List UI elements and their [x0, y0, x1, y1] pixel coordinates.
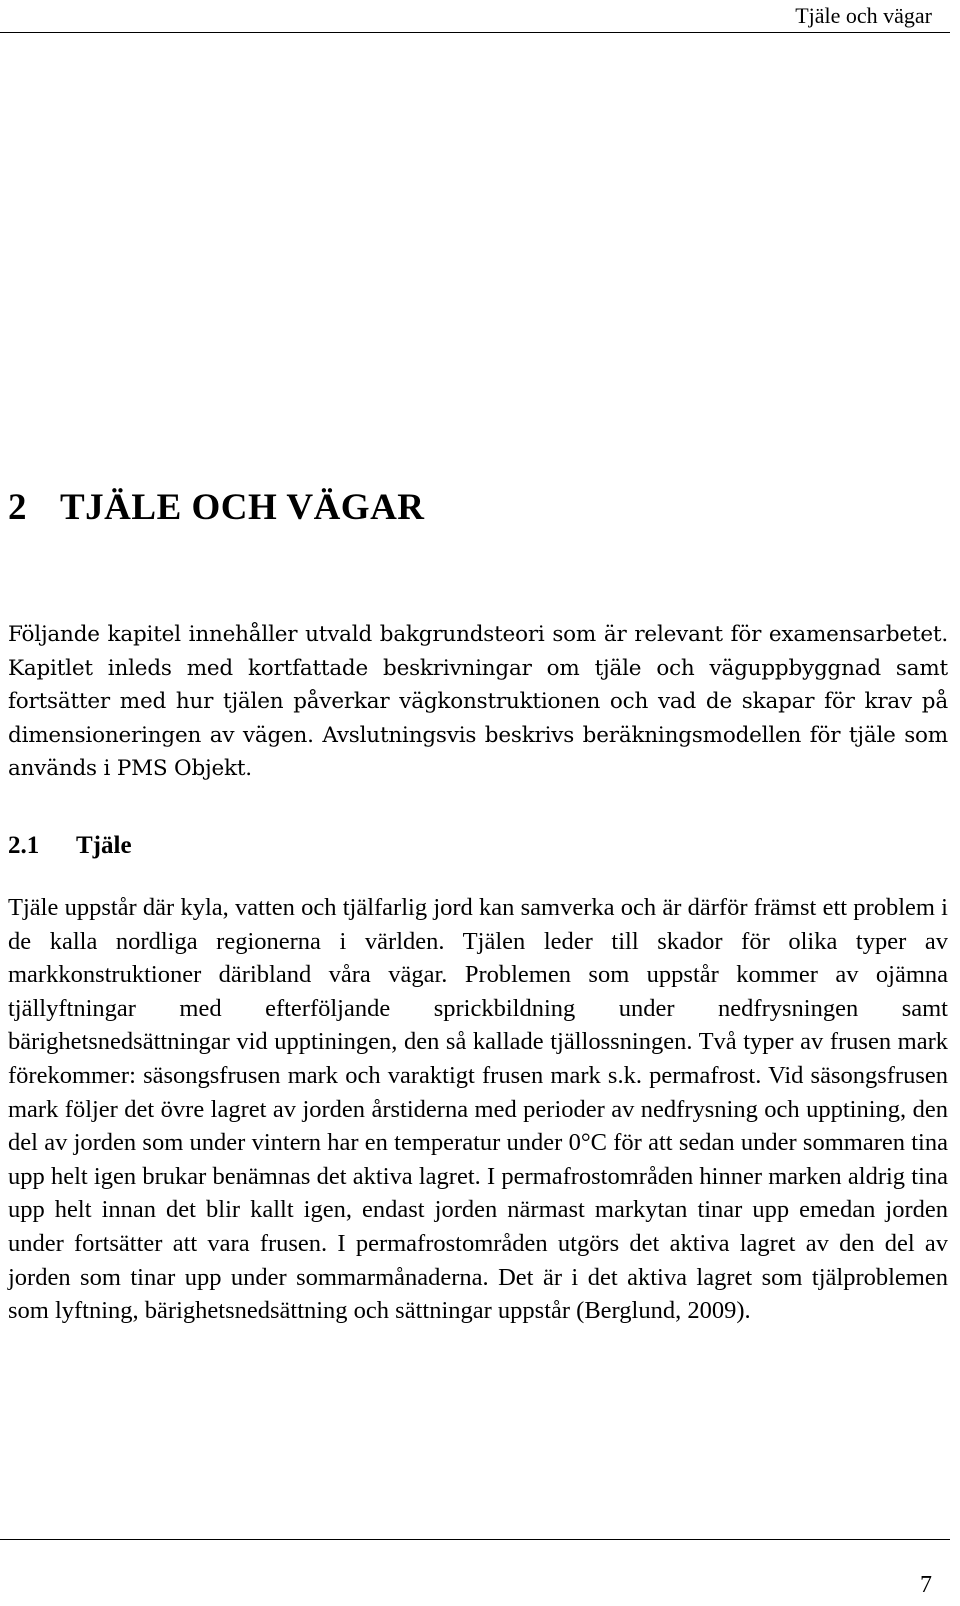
running-header-title: Tjäle och vägar — [795, 3, 932, 28]
header-divider — [0, 32, 950, 33]
chapter-title — [8, 486, 425, 530]
footer-divider — [0, 1539, 950, 1540]
intro-paragraph: Följande kapitel innehåller utvald bakgrundsteori som är relevant för examensarbetet. Kapitlet inleds med kortfattade beskrivningar om tjäle och väguppbyggnad samt fortsätter med hur tjälen påverkar vägkonstruktionen och vad de skapar för krav på dimensioneringen av vägen. Avslutningsvis beskrivs beräkningsmodellen för tjäle som används i PMS Objekt. — [8, 622, 948, 782]
section-title: Tjäle — [76, 832, 132, 859]
section-number: 2.1 — [8, 832, 40, 859]
page-number: 7 — [920, 1572, 932, 1598]
section-heading — [8, 828, 132, 864]
chapter-title-text: TJÄLE OCH VÄGAR — [60, 487, 425, 528]
chapter-number: 2 — [8, 487, 27, 528]
section-body-paragraph: Tjäle uppstår där kyla, vatten och tjälfarlig jord kan samverka och är därför främst ett problem i de kalla nordliga regionerna i världen. Tjälen leder till skador för olika typer av markkonstruktioner däribland våra vägar. Problemen som uppstår kommer av ojämna tjällyftningar med efterföljande sprickbildning under nedfrysningen samt bärighetsnedsättningar vid upptiningen, den så kallade tjällossningen. Två typer av frusen mark förekommer: säsongsfrusen mark och varaktigt frusen mark s.k. permafrost. Vid säsongsfrusen mark följer det övre lagret av jorden årstiderna med perioder av nedfrysning och upptining, den del av jorden som under vintern har en temperatur under 0°C för att sedan under sommaren tina upp helt igen brukar benämnas det aktiva lagret. I permafrostområden hinner marken aldrig tina upp helt innan det blir kallt igen, endast jorden närmast markytan tinar upp emedan jorden under fortsätter att vara frusen. I permafrostområden utgörs det aktiva lagret av den del av jorden som tinar upp under sommarmånaderna. Det är i det aktiva lagret som tjälproblemen som lyftning, bärighetsnedsättning och sättningar uppstår (Berglund, 2009). — [8, 894, 948, 1325]
